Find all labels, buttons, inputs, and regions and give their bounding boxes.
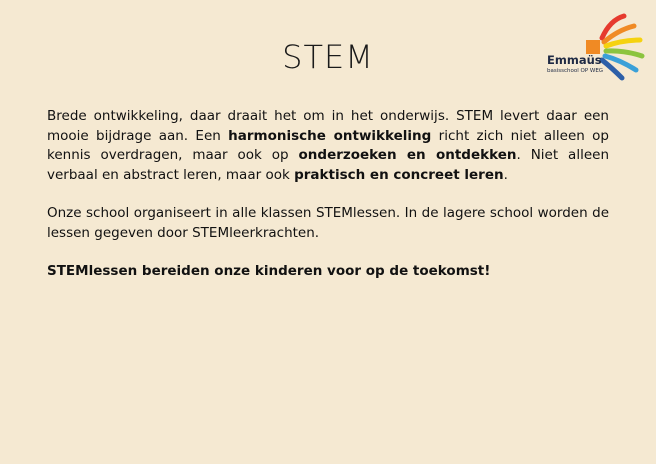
body-text — [47, 107, 609, 301]
logo-name: Emmaüs — [547, 53, 602, 67]
p1-text-4: . — [503, 166, 508, 183]
p1-bold-1: harmonische ontwikkeling — [228, 127, 432, 144]
p1-text-2: richt zich niet alleen op kennis overdragen, maar ook op — [47, 127, 609, 163]
paragraph-3 — [47, 262, 609, 282]
p1-text-1: Brede ontwikkeling, daar draait het om in het onderwijs. STEM levert daar een mooie bijdrage aan. Een — [47, 108, 609, 144]
p1-bold-3: praktisch en concreet leren — [294, 166, 504, 183]
p3-bold: STEMlessen bereiden onze kinderen voor op de toekomst! — [47, 263, 491, 279]
page-title: STEM — [282, 38, 374, 76]
p1-bold-2: onderzoeken en ontdekken — [298, 147, 517, 163]
paragraph-1 — [47, 107, 609, 185]
logo-subtitle: basisschool OP WEG — [547, 68, 604, 74]
p1-text-3: . Niet alleen verbaal en abstract leren, maar ook — [47, 147, 609, 183]
school-logo — [540, 12, 646, 82]
paragraph-2: Onze school organiseert in alle klassen STEMlessen. In de lagere school worden de lessen gegeven door STEMleerkrachten. — [47, 205, 609, 241]
